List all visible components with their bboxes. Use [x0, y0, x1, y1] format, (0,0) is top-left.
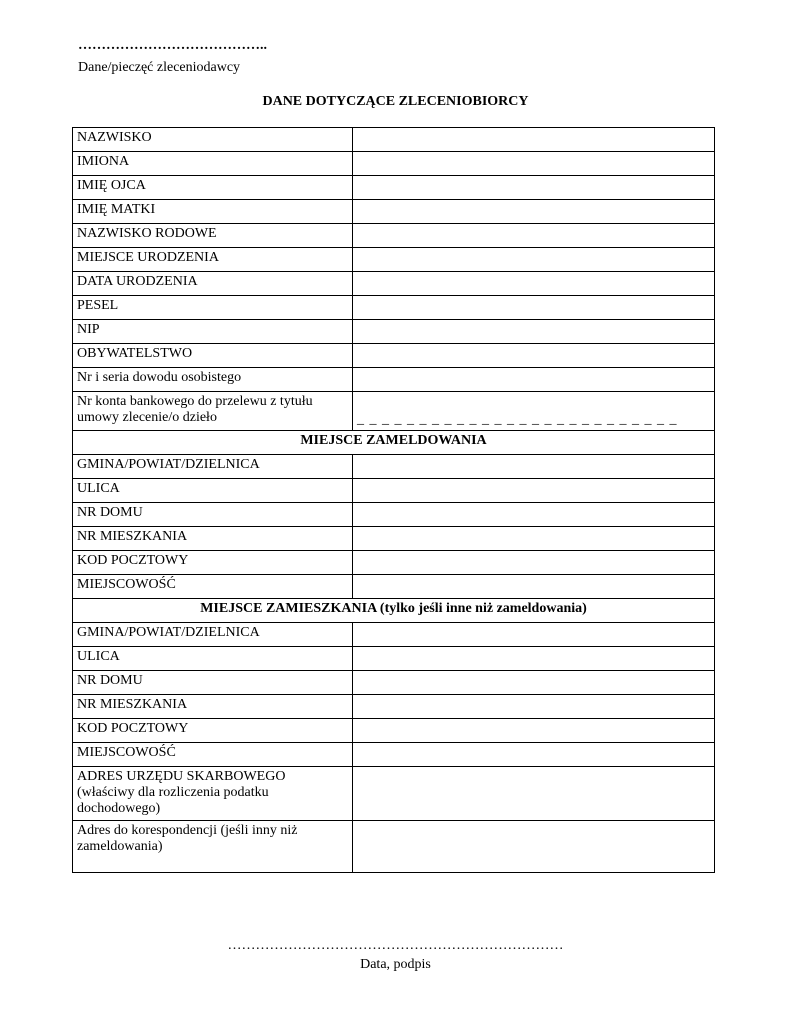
- field-label: KOD POCZTOWY: [73, 719, 353, 743]
- section-heading-residence: [73, 599, 715, 623]
- field-label: IMIĘ OJCA: [73, 176, 353, 200]
- table-row: [73, 128, 715, 152]
- field-label: MIEJSCE URODZENIA: [73, 248, 353, 272]
- table-row: [73, 455, 715, 479]
- tax-office-line1: ADRES URZĘDU SKARBOWEGO: [77, 769, 286, 784]
- field-value-cell[interactable]: [353, 623, 715, 647]
- field-label: GMINA/POWIAT/DZIELNICA: [73, 455, 353, 479]
- field-value-cell[interactable]: [353, 455, 715, 479]
- field-label: NR MIESZKANIA: [73, 695, 353, 719]
- field-label: IMIONA: [73, 152, 353, 176]
- bank-account-dashes: _ _ _ _ _ _ _ _ _ _ _ _ _ _ _ _ _ _ _ _ _ _ _ _ _ _: [357, 412, 678, 427]
- field-label: NR DOMU: [73, 503, 353, 527]
- field-label: NAZWISKO: [73, 128, 353, 152]
- table-row: [73, 320, 715, 344]
- correspondence-field[interactable]: [353, 821, 715, 873]
- correspondence-line1: Adres do korespondencji (jeśli inny niż: [77, 823, 298, 838]
- field-value-cell[interactable]: [353, 575, 715, 599]
- bank-account-label-line2: umowy zlecenie/o dzieło: [77, 410, 217, 425]
- field-value-cell[interactable]: [353, 719, 715, 743]
- field-value-cell[interactable]: [353, 224, 715, 248]
- table-row: [73, 527, 715, 551]
- field-label: OBYWATELSTWO: [73, 344, 353, 368]
- field-value-cell[interactable]: [353, 152, 715, 176]
- signature-dots: ………………………………………………………………: [227, 938, 564, 953]
- field-value-cell[interactable]: [353, 128, 715, 152]
- table-row: [73, 695, 715, 719]
- tax-office-line3: dochodowego): [77, 801, 161, 816]
- field-label: DATA URODZENIA: [73, 272, 353, 296]
- signature-label: Data, podpis: [360, 957, 431, 972]
- field-value-cell[interactable]: [353, 248, 715, 272]
- table-row: [73, 176, 715, 200]
- table-row: [73, 368, 715, 392]
- field-label: IMIĘ MATKI: [73, 200, 353, 224]
- field-value-cell[interactable]: [353, 272, 715, 296]
- tax-office-field[interactable]: [353, 767, 715, 821]
- section-heading-registered: MIEJSCE ZAMELDOWANIA: [73, 431, 715, 455]
- field-label: Nr i seria dowodu osobistego: [73, 368, 353, 392]
- field-label-tax-office: [73, 767, 353, 821]
- table-row: [73, 767, 715, 821]
- table-row: [73, 200, 715, 224]
- bank-account-label-line1: Nr konta bankowego do przelewu z tytułu: [77, 394, 313, 409]
- field-value-cell[interactable]: [353, 647, 715, 671]
- table-row: [73, 821, 715, 873]
- field-label: KOD POCZTOWY: [73, 551, 353, 575]
- field-label: MIEJSCOWOŚĆ: [73, 743, 353, 767]
- table-row: [73, 344, 715, 368]
- field-label-bank-account: [73, 392, 353, 431]
- table-row: [73, 551, 715, 575]
- table-row: [73, 248, 715, 272]
- section-heading-residence-note: (tylko jeśli inne niż zameldowania): [379, 601, 587, 616]
- field-value-cell[interactable]: [353, 320, 715, 344]
- table-row: [73, 719, 715, 743]
- field-value-cell[interactable]: [353, 344, 715, 368]
- table-row: [73, 272, 715, 296]
- field-value-cell[interactable]: [353, 200, 715, 224]
- field-label: NR MIESZKANIA: [73, 527, 353, 551]
- table-row: [73, 224, 715, 248]
- table-row: [73, 743, 715, 767]
- tax-office-line2: (właściwy dla rozliczenia podatku: [77, 785, 269, 800]
- field-label: ULICA: [73, 479, 353, 503]
- table-row: [73, 152, 715, 176]
- field-label-correspondence: [73, 821, 353, 873]
- contractor-data-table: [72, 127, 715, 873]
- table-row: [73, 503, 715, 527]
- field-label: PESEL: [73, 296, 353, 320]
- section-heading-row: [73, 431, 715, 455]
- table-row: [73, 392, 715, 431]
- stamp-dots: …………………………………..: [78, 38, 267, 53]
- field-label: GMINA/POWIAT/DZIELNICA: [73, 623, 353, 647]
- field-value-cell[interactable]: [353, 695, 715, 719]
- field-label: NAZWISKO RODOWE: [73, 224, 353, 248]
- field-label: NIP: [73, 320, 353, 344]
- table-row: [73, 575, 715, 599]
- field-label: MIEJSCOWOŚĆ: [73, 575, 353, 599]
- table-row: [73, 296, 715, 320]
- table-row: [73, 623, 715, 647]
- field-value-cell[interactable]: [353, 671, 715, 695]
- bank-account-field[interactable]: [353, 392, 715, 431]
- field-value-cell[interactable]: [353, 551, 715, 575]
- field-value-cell[interactable]: [353, 296, 715, 320]
- field-label: ULICA: [73, 647, 353, 671]
- field-value-cell[interactable]: [353, 479, 715, 503]
- correspondence-line2: zameldowania): [77, 839, 163, 854]
- field-label: NR DOMU: [73, 671, 353, 695]
- stamp-label: Dane/pieczęć zleceniodawcy: [78, 60, 241, 75]
- table-row: [73, 671, 715, 695]
- section-heading-row: [73, 599, 715, 623]
- field-value-cell[interactable]: [353, 527, 715, 551]
- document-title: DANE DOTYCZĄCE ZLECENIOBIORCY: [262, 94, 529, 109]
- table-row: [73, 479, 715, 503]
- field-value-cell[interactable]: [353, 743, 715, 767]
- field-value-cell[interactable]: [353, 176, 715, 200]
- field-value-cell[interactable]: [353, 503, 715, 527]
- table-row: [73, 647, 715, 671]
- section-heading-residence-title: MIEJSCE ZAMIESZKANIA: [200, 601, 377, 616]
- field-value-cell[interactable]: [353, 368, 715, 392]
